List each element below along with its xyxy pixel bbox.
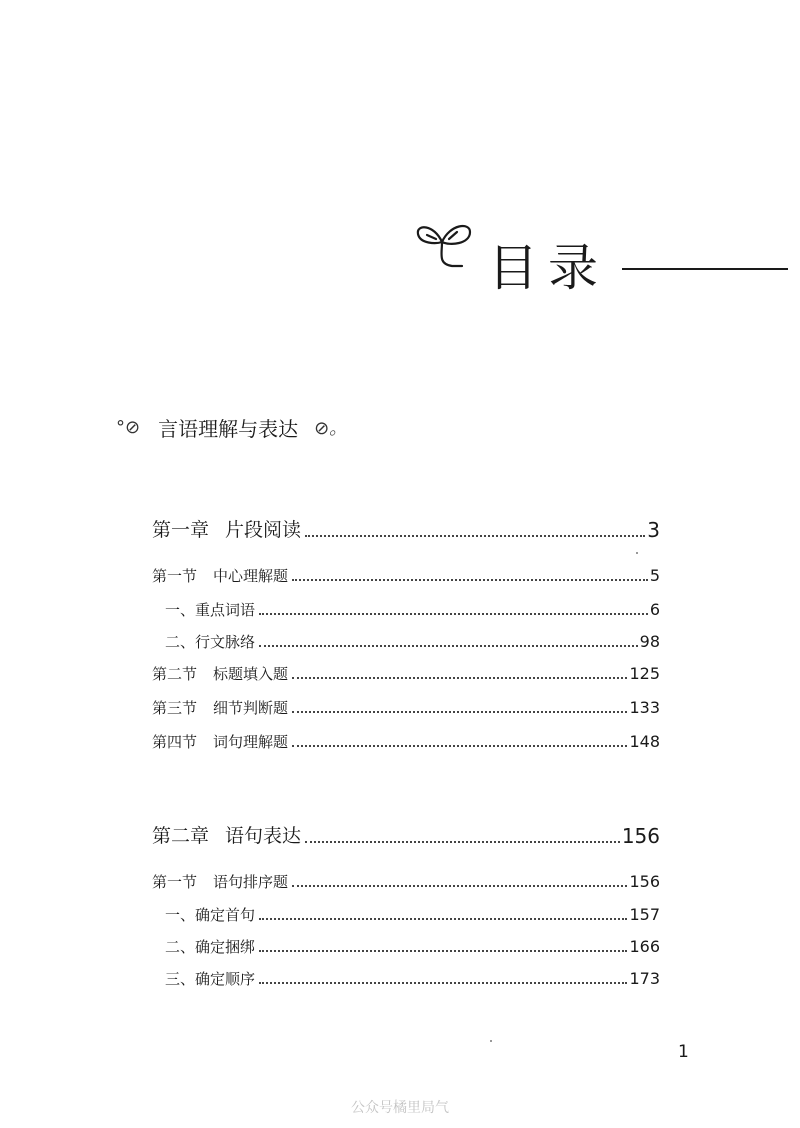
section-ordinal: 第一节 [152, 873, 198, 891]
toc-section-1-3[interactable] [152, 700, 660, 716]
page-ref: 98 [639, 632, 660, 651]
toc-subsection-2-1-2[interactable] [165, 939, 660, 955]
chapter-ordinal: 第二章 [152, 825, 210, 847]
scan-speck [490, 1040, 492, 1042]
page-ref: 157 [629, 905, 660, 924]
page-ref: 133 [629, 698, 660, 717]
section-title: 标题填入题 [213, 665, 289, 683]
title-divider [622, 268, 788, 270]
page-ref: 156 [621, 824, 660, 848]
toc-section-2-1[interactable] [152, 874, 660, 890]
leader-dots [292, 884, 627, 887]
subsection-title: 三、确定顺序 [165, 970, 256, 988]
chapter-title: 语句表达 [225, 825, 302, 847]
chapter-title: 片段阅读 [225, 519, 302, 541]
leader-dots [292, 578, 648, 581]
leader-dots [259, 917, 627, 920]
page-ref: 156 [629, 872, 660, 891]
page-ref: 148 [629, 732, 660, 751]
leader-dots [259, 612, 648, 615]
page-ref: 3 [647, 518, 660, 542]
leader-dots [292, 676, 627, 679]
section-ordinal: 第一节 [152, 567, 198, 585]
toc-section-1-2[interactable] [152, 666, 660, 682]
toc-section-1-1[interactable] [152, 568, 660, 584]
section-title: 语句排序题 [213, 873, 289, 891]
page-ref: 6 [649, 600, 660, 619]
chapter-ordinal: 第一章 [152, 519, 210, 541]
section-ordinal: 第三节 [152, 699, 198, 717]
toc-subsection-1-1-2[interactable] [165, 634, 660, 650]
sprout-icon [412, 214, 476, 276]
leader-dots [292, 744, 627, 747]
leader-dots [259, 644, 638, 647]
toc-chapter-1[interactable] [152, 520, 660, 540]
section-title: 细节判断题 [213, 699, 289, 717]
part-heading [116, 412, 347, 442]
part-title: 言语理解与表达 [158, 416, 299, 441]
page-ref: 173 [629, 969, 660, 988]
subsection-title: 二、行文脉络 [165, 633, 256, 651]
page-title: 目录 [488, 239, 608, 297]
toc-chapter-2[interactable] [152, 826, 660, 846]
leader-dots [259, 981, 627, 984]
section-title: 词句理解题 [213, 733, 289, 751]
page-number: 1 [678, 1042, 689, 1062]
page-ref: 166 [629, 937, 660, 956]
toc-subsection-1-1-1[interactable] [165, 602, 660, 618]
leader-dots [259, 949, 627, 952]
subsection-title: 一、重点词语 [165, 601, 256, 619]
page-ref: 5 [649, 566, 660, 585]
leader-dots [292, 710, 627, 713]
watermark: 公众号橘里局气 [351, 1100, 449, 1116]
page-ref: 125 [629, 664, 660, 683]
scan-speck [636, 552, 638, 554]
toc-subsection-2-1-1[interactable] [165, 907, 660, 923]
leader-dots [305, 840, 620, 843]
section-title: 中心理解题 [213, 567, 289, 585]
section-ordinal: 第二节 [152, 665, 198, 683]
leader-dots [305, 534, 645, 537]
ornament-right: ⊘。 [314, 418, 348, 439]
toc-subsection-2-1-3[interactable] [165, 971, 660, 987]
section-ordinal: 第四节 [152, 733, 198, 751]
ornament-left: °⊘ [116, 416, 141, 438]
toc-section-1-4[interactable] [152, 734, 660, 750]
subsection-title: 二、确定捆绑 [165, 938, 256, 956]
subsection-title: 一、确定首句 [165, 906, 256, 924]
